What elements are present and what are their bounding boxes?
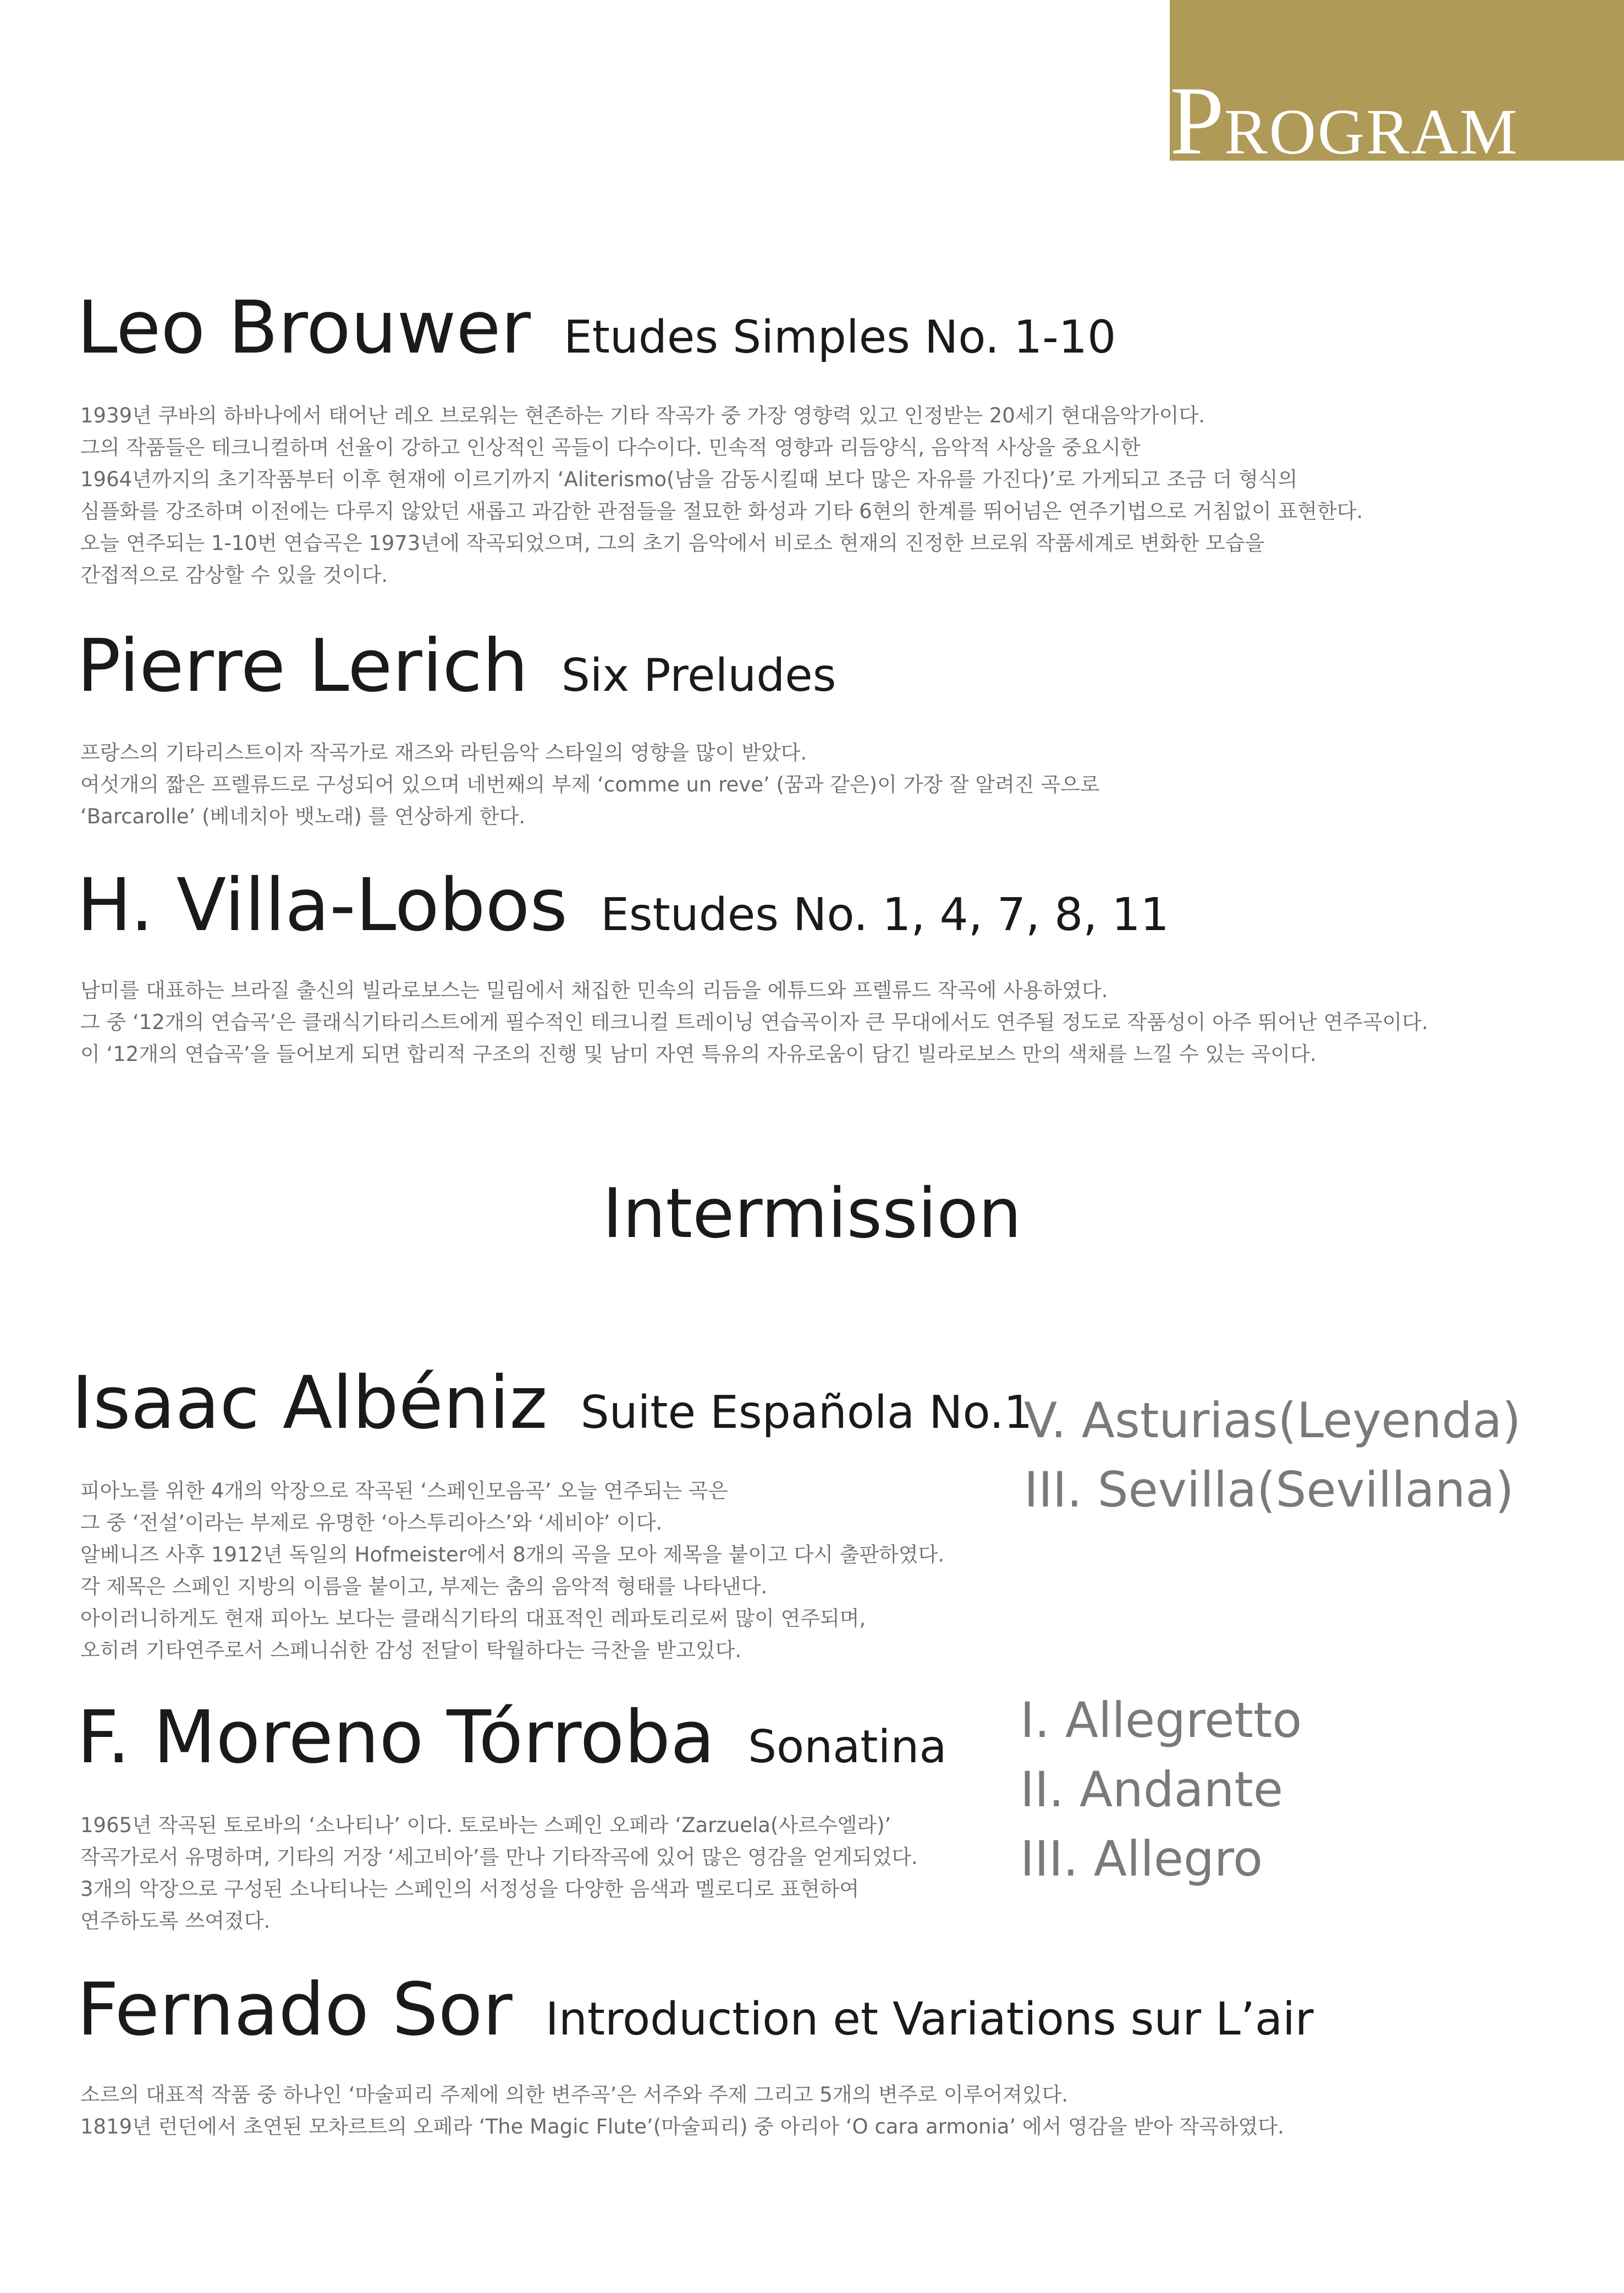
piece-heading — [77, 1695, 947, 1780]
composer-name: Isaac Albéniz — [71, 1361, 548, 1445]
piece-heading — [71, 1361, 1033, 1445]
piece-description: 1939년 쿠바의 하바나에서 태어난 레오 브로워는 현존하는 기타 작곡가 중 가장 영향력 있고 인정받는 20세기 현대음악가이다. 그의 작품들은 테크니컬하며 선율이 강하고 인상적인 곡들이 다수이다. 민속적 영향과 리듬양식, 음악적 사상을 중요시한 1964년까지의 초기작품부터 이후 현재에 이르기까지 ‘Aliterismo(남을 감동시킬때 보다 많은 자유를 가진다)’로 가게되고 조금 더 형식의 심플화를 강조하며 이전에는 다루지 않았던 새롭고 과감한 관점들을 절묘한 화성과 기타 6현의 한계를 뛰어넘은 연주기법으로 거침없이 표현한다. 오늘 연주되는 1-10번 연습곡은 1973년에 작곡되었으며, 그의 초기 음악에서 비로소 현재의 진정한 브로워 작품세계로 변화한 모습을 간접적으로 감상할 수 있을 것이다. — [80, 404, 1363, 587]
composer-name: Pierre Lerich — [77, 624, 529, 708]
piece-heading — [77, 1967, 1314, 2052]
piece-heading — [77, 863, 1169, 948]
piece-heading — [77, 285, 1116, 370]
piece-description: 남미를 대표하는 브라질 출신의 빌라로보스는 밀림에서 채집한 민속의 리듬을 에튜드와 프렐류드 작곡에 사용하였다. 그 중 ‘12개의 연습곡’은 클래식기타리스트에게 필수적인 테크니컬 트레이닝 연습곡이자 큰 무대에서도 연주될 정도로 작품성이 아주 뛰어난 연주곡이다. 이 ‘12개의 연습곡’을 들어보게 되면 합리적 구조의 진행 및 남미 자연 특유의 자유로움이 담긴 빌라로보스 만의 색채를 느낄 수 있는 곡이다. — [80, 978, 1428, 1066]
piece-description: 소르의 대표적 작품 중 하나인 ‘마술피리 주제에 의한 변주곡’은 서주와 주제 그리고 5개의 변주로 이루어져있다. 1819년 런던에서 초연된 모차르트의 오페라 ‘The Magic Flute’(마술피리) 중 아리아 ‘O cara armonia’ 에서 영감을 받아 작곡하였다. — [80, 2083, 1284, 2138]
work-title: Estudes No. 1, 4, 7, 8, 11 — [601, 889, 1169, 941]
movement: II. Andante — [1020, 1761, 1284, 1818]
movement-list — [1020, 1686, 1302, 1894]
piece-description: 프랑스의 기타리스트이자 작곡가로 재즈와 라틴음악 스타일의 영향을 많이 받았다. 여섯개의 짧은 프렐류드로 구성되어 있으며 네번째의 부제 ‘comme un reve’ (꿈과 같은)이 가장 잘 알려진 곡으로 ‘Barcarolle’ (베네치아 뱃노래) 를 연상하게 한다. — [80, 741, 1100, 828]
movement: I. Allegretto — [1020, 1692, 1302, 1748]
work-title: Sonatina — [747, 1721, 947, 1773]
work-title: Suite Española No.1 — [580, 1387, 1033, 1439]
piece-heading — [77, 624, 836, 708]
work-title: Etudes Simples No. 1-10 — [563, 311, 1116, 364]
composer-name: F. Moreno Tórroba — [77, 1695, 715, 1780]
composer-name: Leo Brouwer — [77, 285, 531, 370]
movement: III. Sevilla(Sevillana) — [1024, 1461, 1514, 1518]
composer-name: H. Villa-Lobos — [77, 863, 568, 948]
piece-description: 피아노를 위한 4개의 악장으로 작곡된 ‘스페인모음곡’ 오늘 연주되는 곡은 그 중 ‘전설’이라는 부제로 유명한 ‘아스투리아스’와 ‘세비야’ 이다. 알베니즈 사후 1912년 독일의 Hofmeister에서 8개의 곡을 모아 제목을 붙이고 다시 출판하였다. 각 제목은 스페인 지방의 이름을 붙이고, 부제는 춤의 음악적 형태를 나타낸다. 아이러니하게도 현재 피아노 보다는 클래식기타의 대표적인 레파토리로써 많이 연주되며, 오히려 기타연주로서 스페니쉬한 감성 전달이 탁월하다는 극찬을 받고있다. — [80, 1479, 945, 1662]
piece-description: 1965년 작곡된 토로바의 ‘소나티나’ 이다. 토로바는 스페인 오페라 ‘Zarzuela(사르수엘라)’ 작곡가로서 유명하며, 기타의 거장 ‘세고비아’를 만나 기타작곡에 있어 많은 영감을 얻게되었다. 3개의 악장으로 구성된 소나티나는 스페인의 서정성을 다양한 음색과 멜로디로 표현하여 연주하도록 쓰여졌다. — [80, 1813, 918, 1933]
movement: III. Allegro — [1020, 1830, 1263, 1887]
movement: V. Asturias(Leyenda) — [1024, 1392, 1521, 1449]
composer-name: Fernado Sor — [77, 1967, 513, 2052]
movement-list — [1024, 1386, 1521, 1525]
work-title: Six Preludes — [561, 650, 836, 702]
program-title: PROGRAM — [1170, 66, 1519, 175]
work-title: Introduction et Variations sur L’air — [545, 1993, 1314, 2045]
intermission-heading: Intermission — [602, 1174, 1022, 1253]
